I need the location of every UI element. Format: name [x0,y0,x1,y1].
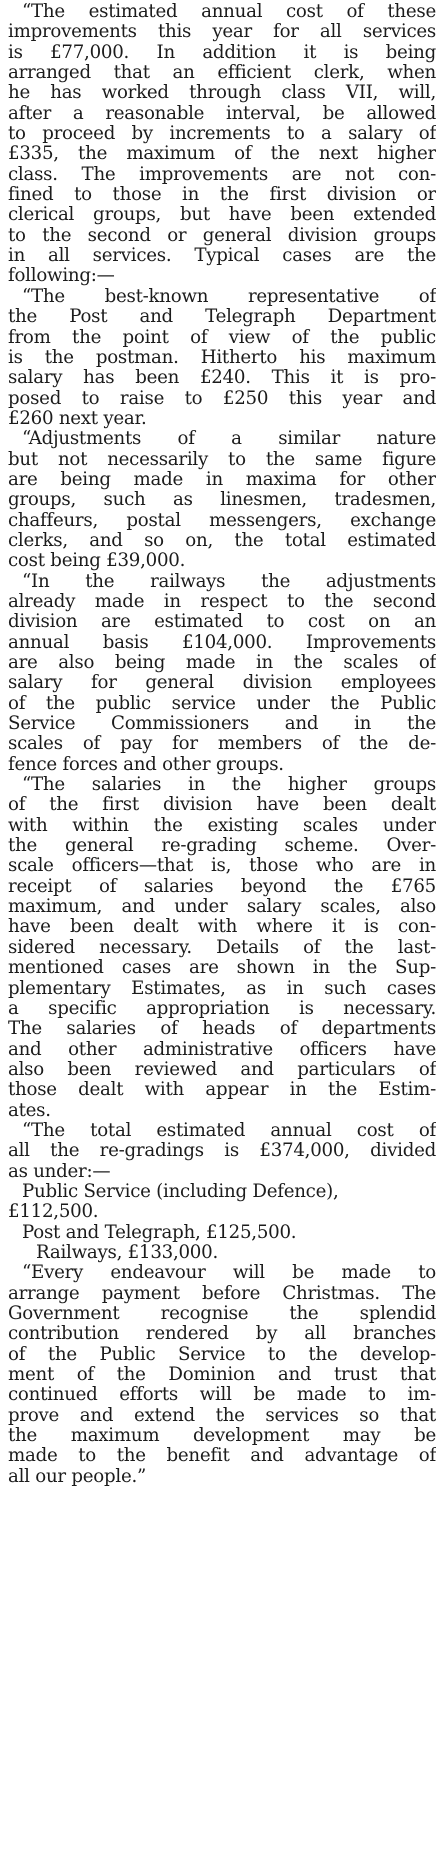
article-line: “The total estimated annual cost of [22,1120,436,1141]
article-line: “In the railways the adjustments [22,571,436,592]
article-line: “The best-known representative of [22,286,436,307]
article-line: after a reasonable interval, be allowed [8,103,436,124]
article-line: he has worked through class VII, will, [8,83,436,104]
article-line: the general re-grading scheme. Over- [8,836,436,857]
article-line: but not necessarily to the same figure [8,449,436,470]
article-line: Railways, £133,000. [36,1242,218,1263]
article-line: Post and Telegraph, £125,500. [22,1222,297,1243]
article-line: plementary Estimates, as in such cases [8,978,436,999]
article-line: is £77,000. In addition it is being [8,42,436,63]
article-line: contribution rendered by all branches [8,1324,436,1345]
article-line: is the postman. Hitherto his maximum [8,347,436,368]
article-line: class. The improvements are not con- [8,164,436,185]
article-line: as under:— [8,1161,111,1182]
article-line: Public Service (including Defence), [22,1181,339,1202]
article-line: the maximum development may be [8,1426,436,1447]
article-line: from the point of view of the public [8,327,436,348]
article-line: “Every endeavour will be made to [22,1263,436,1284]
article-line: scales of pay for members of the de- [8,734,436,755]
article-line: Service Commissioners and in the [8,714,436,735]
article-line: have been dealt with where it is con- [8,917,436,938]
article-line: ment of the Dominion and trust that [8,1365,436,1386]
article-line: “The estimated annual cost of these [22,2,436,22]
article-line: also been reviewed and particulars of [8,1059,436,1080]
article-line: fence forces and other groups. [8,754,284,775]
article-line: are being made in maxima for other [8,469,436,490]
article-line: of the first division have been dealt [8,795,436,816]
article-line: continued efforts will be made to im- [8,1385,436,1406]
article-line: to proceed by increments to a salary of [8,124,436,145]
article-line: the Post and Telegraph Department [8,307,436,328]
article-line: division are estimated to cost on an [8,612,436,633]
article-line: of the Public Service to the develop- [8,1344,436,1365]
article-line: salary has been £240. This it is pro- [8,368,436,389]
article-line: £335, the maximum of the next higher [8,144,436,165]
article-line: salary for general division employees [8,673,436,694]
article-line: receipt of salaries beyond the £765 [8,876,436,897]
article-line: in all services. Typical cases are the [8,246,436,267]
article-line: Government recognise the splendid [8,1304,436,1324]
article-line: arrange payment before Christmas. The [8,1283,436,1304]
article-line: clerks, and so on, the total estimated [8,530,436,551]
article-line: are also being made in the scales of [8,653,436,673]
newspaper-article-column [8,2,436,1487]
article-line: improvements this year for all services [8,22,436,43]
article-line: cost being £39,000. [8,551,186,572]
article-line: sidered necessary. Details of the last- [8,937,436,958]
article-line: prove and extend the services so that [8,1405,436,1426]
article-line: to the second or general division groups [8,225,436,246]
article-line: clerical groups, but have been extended [8,205,436,226]
article-line: a specific appropriation is necessary. [8,998,436,1019]
article-line: made to the benefit and advantage of [8,1446,436,1467]
article-line: £260 next year. [8,408,147,429]
article-line: of the public service under the Public [8,693,436,714]
article-line: arranged that an efficient clerk, when [8,63,436,84]
article-line: “The salaries in the higher groups [22,775,436,796]
article-line: groups, such as linesmen, tradesmen, [8,490,436,511]
article-line: all our people.” [8,1466,147,1487]
article-line: annual basis £104,000. Improvements [8,632,436,653]
article-line: all the re-gradings is £374,000, divided [8,1141,436,1162]
article-line: already made in respect to the second [8,591,436,612]
article-line: £112,500. [8,1202,99,1223]
article-line: those dealt with appear in the Estim- [8,1080,436,1101]
article-line: with within the existing scales under [8,815,436,836]
article-line: fined to those in the first division or [8,185,436,206]
article-line: “Adjustments of a similar nature [22,429,436,450]
article-line: ates. [8,1100,51,1121]
article-line: maximum, and under salary scales, also [8,897,436,918]
article-line: posed to raise to £250 this year and [8,388,436,409]
article-line: chaffeurs, postal messengers, exchange [8,510,436,531]
article-line: scale officers—that is, those who are in [8,856,436,877]
article-line: and other administrative officers have [8,1039,436,1060]
article-line: mentioned cases are shown in the Sup- [8,958,436,979]
article-line: following:— [8,266,115,287]
article-line: The salaries of heads of departments [8,1019,436,1040]
